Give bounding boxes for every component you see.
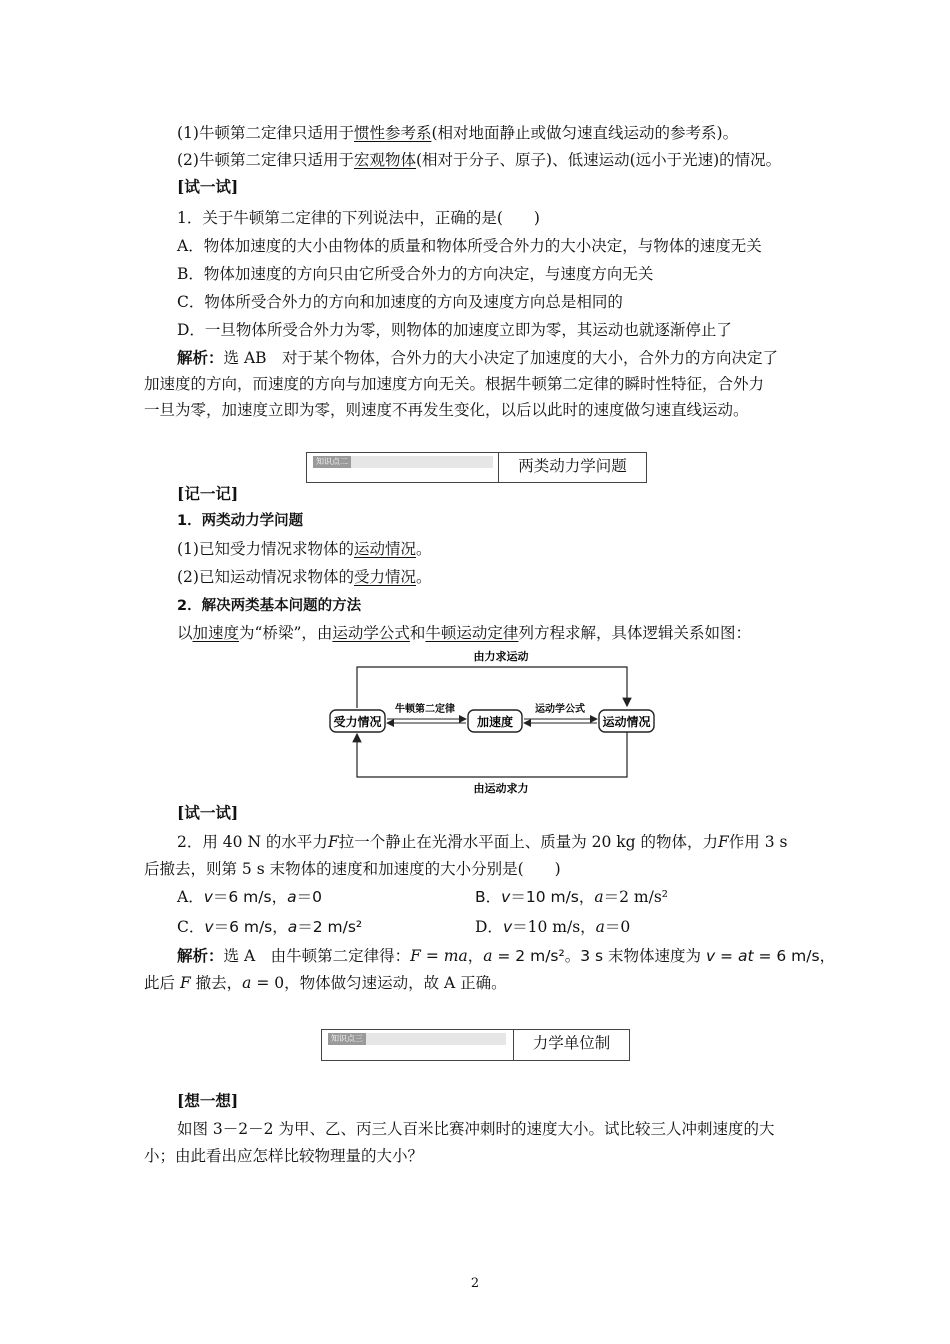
box-motion-situation-label: 运动情况 [602, 715, 651, 729]
heading-two-problems: 1．两类动力学问题 [177, 513, 304, 529]
answer-line-3: 一旦为零，加速度立即为零，则速度不再发生变化，以后以此时的速度做匀速直线运动。 [144, 401, 749, 419]
option-c: C．物体所受合外力的方向和加速度的方向及速度方向总是相同的 [177, 293, 623, 311]
section-label-remember: [记一记] [177, 484, 239, 503]
option-a: A．物体加速度的大小由物体的质量和物体所受合外力的大小决定，与物体的速度无关 [177, 237, 762, 255]
label-kinematics-formula: 运动学公式 [535, 704, 585, 715]
label-newton-second-law: 牛顿第二定律 [395, 704, 455, 715]
knowledge-point-title: 力学单位制 [532, 1034, 611, 1052]
heading-method: 2．解决两类基本问题的方法 [177, 598, 362, 614]
option-d: D．一旦物体所受合外力为零，则物体的加速度立即为零，其运动也就逐渐停止了 [177, 321, 732, 339]
label-motion-to-force: 由运动求力 [473, 782, 529, 795]
section-label-think: [想一想] [177, 1091, 239, 1110]
answer-2-line-1: 解析：选 A 由牛顿第二定律得：F = ma，a = 2 m/s²。3 s 末物体速度为 v = at = 6 m/s， [177, 947, 836, 965]
knowledge-point-header-3 [321, 1029, 630, 1061]
answer-2-line-2: 此后 F 撤去，a = 0，物体做匀速运动，故 A 正确。 [144, 974, 507, 992]
paragraph-macroscopic: (2)牛顿第二定律只适用于宏观物体(相对于分子、原子)、低速运动(远小于光速)的情况。 [177, 151, 782, 169]
paragraph-method: 以加速度为“桥梁”，由运动学公式和牛顿运动定律列方程求解，具体逻辑关系如图： [177, 624, 751, 642]
question-1: 1．关于牛顿第二定律的下列说法中，正确的是( ) [177, 209, 540, 227]
think-line-2: 小；由此看出应怎样比较物理量的大小？ [144, 1147, 424, 1165]
underlined-term: 受力情况 [353, 568, 416, 586]
paragraph-inertial-frame: (1)牛顿第二定律只适用于惯性参考系(相对地面静止或做匀速直线运动的参考系)。 [177, 124, 739, 142]
answer-line-1: 解析：选 AB 对于某个物体，合外力的大小决定了加速度的大小，合外力的方向决定了 [177, 349, 779, 367]
option-b: B．物体加速度的方向只由它所受合外力的方向决定，与速度方向无关 [177, 265, 654, 283]
answer-line-2: 加速度的方向，而速度的方向与加速度方向无关。根据牛顿第二定律的瞬时性特征，合外力 [144, 375, 765, 393]
option-2a: A．v＝6 m/s，a＝0 [177, 888, 322, 906]
paragraph-known-motion: (2)已知运动情况求物体的受力情况。 [177, 568, 432, 586]
arrow-force-to-motion [357, 667, 627, 708]
knowledge-point-tag: 知识点三 [328, 1033, 366, 1045]
section-label-try-2: [试一试] [177, 803, 239, 822]
box-force-situation-label: 受力情况 [333, 715, 382, 729]
underlined-term: 惯性参考系 [353, 124, 432, 142]
underlined-term: 运动情况 [353, 540, 416, 558]
knowledge-point-tag: 知识点二 [313, 456, 351, 468]
underlined-term: 宏观物体 [353, 151, 416, 169]
option-2b: B．v＝10 m/s，a＝2 m/s² [475, 888, 669, 906]
option-2c: C．v＝6 m/s，a＝2 m/s² [177, 918, 363, 936]
section-label-try: [试一试] [177, 177, 239, 196]
paragraph-known-force: (1)已知受力情况求物体的运动情况。 [177, 540, 432, 558]
knowledge-point-title: 两类动力学问题 [518, 457, 627, 475]
question-2-line-2: 后撤去，则第 5 s 末物体的速度和加速度的大小分别是( ) [144, 860, 561, 878]
page-number: 2 [470, 1276, 480, 1291]
question-2-line-1: 2．用 40 N 的水平力F拉一个静止在光滑水平面上、质量为 20 kg 的物体，力F作用 3 s [177, 833, 788, 851]
box-acceleration-label: 加速度 [476, 715, 514, 729]
label-force-to-motion: 由力求运动 [473, 650, 529, 663]
logic-diagram [325, 648, 660, 798]
option-2d: D．v＝10 m/s，a＝0 [475, 918, 631, 936]
knowledge-point-header [306, 452, 647, 483]
arrow-motion-to-force [357, 732, 627, 777]
think-line-1: 如图 3－2－2 为甲、乙、丙三人百米比赛冲刺时的速度大小。试比较三人冲刺速度的大 [177, 1120, 775, 1138]
